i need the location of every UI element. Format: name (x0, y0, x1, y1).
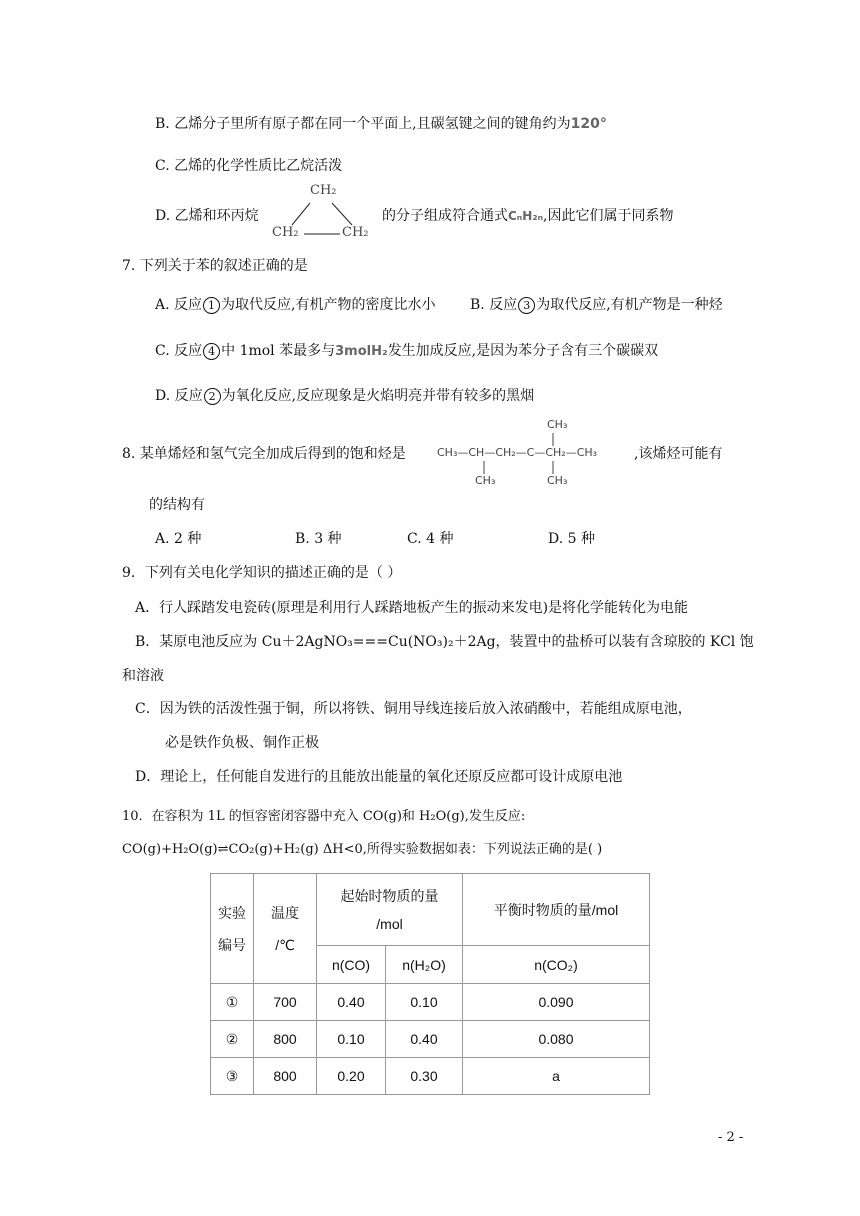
header-equilibrium-amount: 平衡时物质的量/mol (463, 874, 650, 946)
cell-h2o: 0.10 (386, 984, 463, 1021)
cell-co: 0.10 (317, 1021, 386, 1058)
q9-option-d: D．理论上，任何能自发进行的且能放出能量的氧化还原反应都可设计成原电池 (135, 769, 623, 785)
cell-h2o: 0.40 (386, 1021, 463, 1058)
ring-left-ch2: CH₂ (272, 225, 299, 240)
header-temp-2: /℃ (275, 936, 295, 953)
circled-number-3: 3 (518, 297, 535, 314)
formula-bottom-ch3-1: CH₃ (475, 474, 496, 487)
formula-bottom-ch3-2: CH₃ (547, 474, 568, 487)
header-temperature (254, 874, 317, 984)
cell-temp: 700 (254, 984, 317, 1021)
header-n-co2: n(CO₂) (463, 946, 650, 984)
formula-top-ch3: CH₃ (547, 418, 568, 431)
cell-temp: 800 (254, 1021, 317, 1058)
q8-option-a: A. 2 种 (155, 531, 202, 547)
header-experiment-no (211, 874, 254, 984)
q9-option-b-line1: B．某原电池反应为 Cu＋2AgNO₃===Cu(NO₃)₂＋2Ag，装置中的盐桥可以装有含琼胶的 KCl 饱 (135, 634, 754, 650)
cell-id: ③ (211, 1058, 254, 1095)
circled-number-2: 2 (204, 388, 221, 405)
experiment-data-table (210, 873, 650, 1095)
formula-main-chain: CH₃—CH—CH₂—C—CH₂—CH₃ (437, 446, 598, 459)
page-number: - 2 - (718, 1130, 744, 1145)
q8-option-c: C. 4 种 (407, 531, 454, 547)
q8-option-d: D. 5 种 (548, 531, 595, 547)
q6-option-d-prefix: D. 乙烯和环丙烷 (155, 208, 259, 224)
ring-top-ch2: CH₂ (310, 183, 337, 198)
q8-option-b: B. 3 种 (295, 531, 342, 547)
header-n-h2o: n(H₂O) (386, 946, 463, 984)
q7-option-b (470, 295, 723, 315)
header-initial-amount (317, 874, 463, 946)
q7-stem: 7. 下列关于苯的叙述正确的是 (122, 258, 308, 274)
q7-option-a (155, 295, 435, 315)
cell-id: ② (211, 1021, 254, 1058)
q7-option-d (155, 386, 534, 406)
q7-d-post: 为氧化反应,反应现象是火焰明亮并带有较多的黑烟 (221, 388, 535, 404)
hydrogen-amount-image: 3molH₂ (335, 344, 388, 359)
q9-stem: 9．下列有关电化学知识的描述正确的是（ ） (122, 565, 402, 581)
q7-d-pre: D. 反应 (155, 388, 203, 404)
q7-option-c (155, 341, 658, 362)
q7-b-pre: B. 反应 (470, 297, 518, 313)
q7-a-post: 为取代反应,有机产物的密度比水小 (221, 297, 436, 313)
q7-b-post: 为取代反应,有机产物是一种烃 (536, 297, 723, 313)
q9-option-a: A．行人踩踏发电瓷砖(原理是利用行人踩踏地板产生的振动来发电)是将化学能转化为电能 (135, 600, 689, 616)
q6-angle-image: 120° (570, 116, 607, 132)
table-row (211, 984, 650, 1021)
q8-stem: 8. 某单烯烃和氢气完全加成后得到的饱和烃是 (122, 446, 406, 462)
q7-c-pre: C. 反应 (155, 343, 203, 359)
cyclopropane-structure (272, 183, 382, 245)
general-formula-image: CₙH₂ₙ (508, 209, 544, 223)
header-n-co: n(CO) (317, 946, 386, 984)
table-header-row (211, 874, 650, 946)
q7-c-mid: 中 1mol 苯最多与 (221, 343, 336, 359)
header-temp-1: 温度 (271, 904, 299, 921)
q9-option-c-line2: 必是铁作负极、铜作正极 (165, 735, 319, 751)
q10-stem-line2: CO(g)+H₂O(g)⇌CO₂(g)+H₂(g) ΔH<0,所得实验数据如表：下列说法正确的是( ) (122, 842, 603, 857)
saturated-hydrocarbon-structure (437, 418, 637, 490)
q7-c-post: 发生加成反应,是因为苯分子含有三个碳碳双 (387, 343, 659, 359)
header-exp-1: 实验 (218, 904, 246, 921)
header-exp-2: 编号 (218, 936, 246, 953)
q8-stem-line2: 的结构有 (149, 497, 205, 513)
q6-option-c: C. 乙烯的化学性质比乙烷活泼 (155, 158, 343, 174)
cell-co2: 0.090 (463, 984, 650, 1021)
q6-option-d-mid: 的分子组成符合通式 (382, 208, 508, 224)
circled-number-1: 1 (203, 297, 220, 314)
q10-stem-line1: 10．在容积为 1L 的恒容密闭容器中充入 CO(g)和 H₂O(g),发生反应: (122, 809, 526, 824)
cell-co: 0.40 (317, 984, 386, 1021)
q9-option-b-line2: 和溶液 (122, 668, 164, 684)
q6-option-b-text: B. 乙烯分子里所有原子都在同一个平面上,且碳氢键之间的键角约为 (155, 116, 571, 132)
q8-stem-end: ,该烯烃可能有 (634, 446, 723, 462)
cell-co2: 0.080 (463, 1021, 650, 1058)
q6-option-d-rest (382, 206, 674, 226)
q6-option-b (155, 114, 607, 134)
header-start-2: /mol (376, 915, 403, 932)
q7-a-pre: A. 反应 (155, 297, 203, 313)
cell-id: ① (211, 984, 254, 1021)
cell-co: 0.20 (317, 1058, 386, 1095)
table-row (211, 1021, 650, 1058)
cell-h2o: 0.30 (386, 1058, 463, 1095)
circled-number-4: 4 (203, 343, 220, 360)
q9-option-c-line1: C．因为铁的活泼性强于铜，所以将铁、铜用导线连接后放入浓硝酸中，若能组成原电池， (135, 701, 692, 717)
table-row (211, 1058, 650, 1095)
cell-co2: a (463, 1058, 650, 1095)
formula-bonds (437, 418, 637, 490)
ring-bonds (272, 183, 382, 245)
q6-option-d-suffix: ,因此它们属于同系物 (543, 208, 674, 224)
ring-right-ch2: CH₂ (342, 225, 369, 240)
header-start-1: 起始时物质的量 (340, 887, 439, 904)
cell-temp: 800 (254, 1058, 317, 1095)
